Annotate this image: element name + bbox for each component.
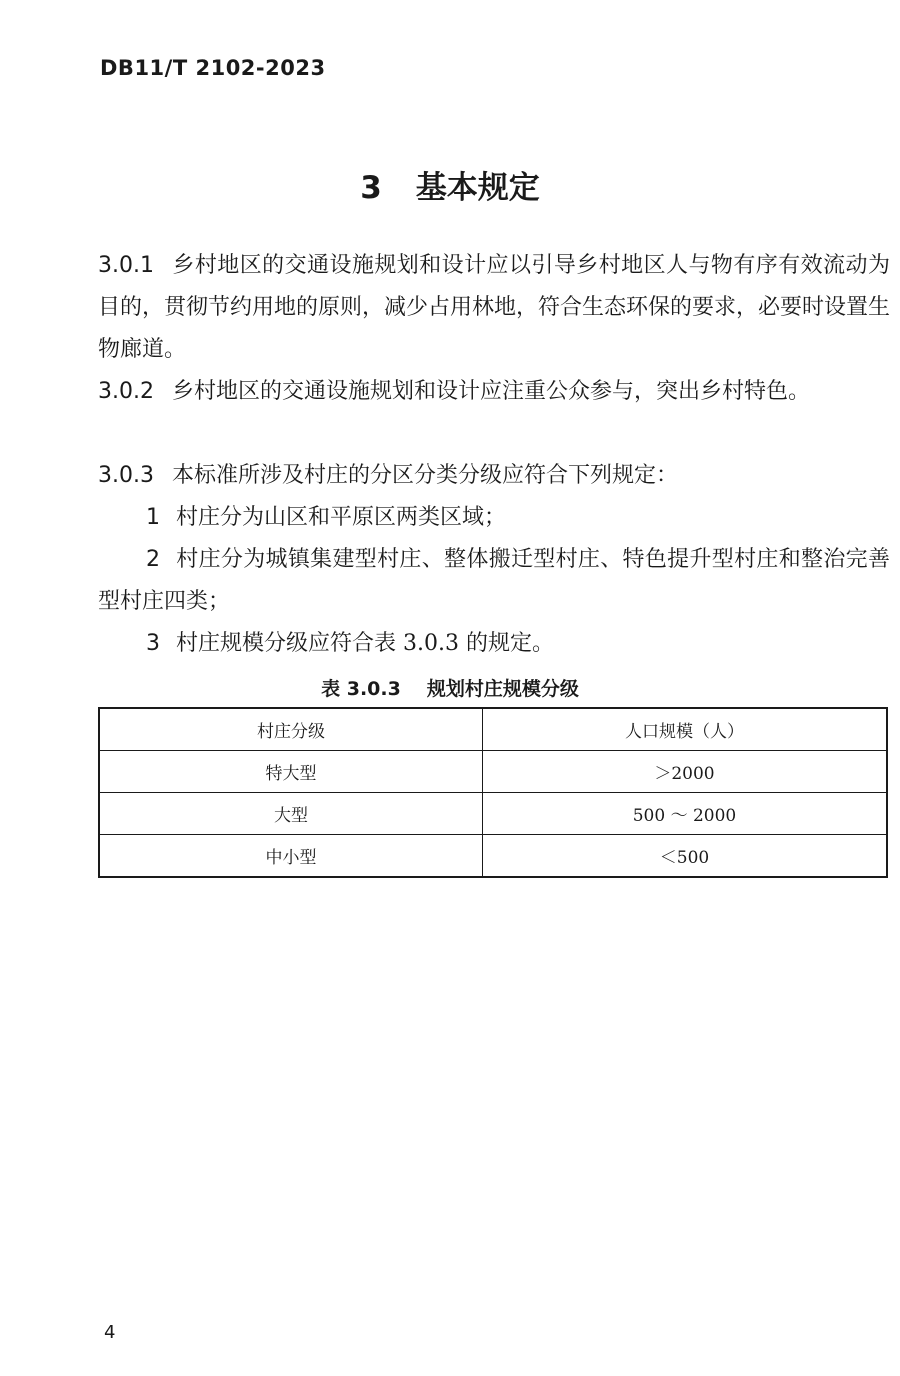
clause-text: 乡村地区的交通设施规划和设计应注重公众参与，突出乡村特色。 <box>171 379 810 404</box>
item-text: 村庄分为山区和平原区两类区域； <box>176 505 507 530</box>
column-header-population: 人口规模（人） <box>483 708 888 751</box>
clause-text: 乡村地区的交通设施规划和设计应以引导乡村地区人与物有序有效流动为目的，贯彻节约用地的原则，减少占用林地，符合生态环保的要求，必要时设置生物廊道。 <box>98 253 891 362</box>
table-row <box>99 751 887 793</box>
item-text: 村庄分为城镇集建型村庄、整体搬迁型村庄、特色提升型村庄和整治完善型村庄四类； <box>98 547 890 614</box>
item-number: 2 <box>146 547 160 572</box>
chapter-heading <box>0 162 900 207</box>
clause-number: 3.0.2 <box>98 379 154 404</box>
table-row <box>99 793 887 835</box>
chapter-title: 基本规定 <box>415 170 540 206</box>
item-text: 村庄规模分级应符合表 3.0.3 的规定。 <box>176 631 554 656</box>
list-item-2 <box>98 539 890 623</box>
list-item-1 <box>98 497 890 539</box>
table-cell-grade: 特大型 <box>99 751 483 793</box>
table-cell-population: ＞2000 <box>483 751 888 793</box>
table-cell-population: ＜500 <box>483 835 888 878</box>
clause-3-0-2 <box>98 371 890 413</box>
table-cell-grade: 大型 <box>99 793 483 835</box>
village-scale-table <box>98 707 888 878</box>
table-cell-population: 500 ～ 2000 <box>483 793 888 835</box>
table-title: 规划村庄规模分级 <box>426 678 579 700</box>
clause-3-0-1 <box>98 245 890 371</box>
table-cell-grade: 中小型 <box>99 835 483 878</box>
chapter-number: 3 <box>360 170 382 206</box>
table-caption <box>0 674 900 701</box>
table-header-row <box>99 708 887 751</box>
clause-3-0-3 <box>98 455 890 497</box>
list-item-3 <box>98 623 890 665</box>
item-number: 1 <box>146 505 160 530</box>
page-number: 4 <box>104 1322 116 1343</box>
column-header-grade: 村庄分级 <box>99 708 483 751</box>
table-number: 表 3.0.3 <box>321 678 401 700</box>
clause-number: 3.0.1 <box>98 253 154 278</box>
table-row <box>99 835 887 878</box>
clause-number: 3.0.3 <box>98 463 154 488</box>
clause-text: 本标准所涉及村庄的分区分类分级应符合下列规定： <box>171 463 678 488</box>
document-code: DB11/T 2102-2023 <box>100 56 326 80</box>
item-number: 3 <box>146 631 160 656</box>
